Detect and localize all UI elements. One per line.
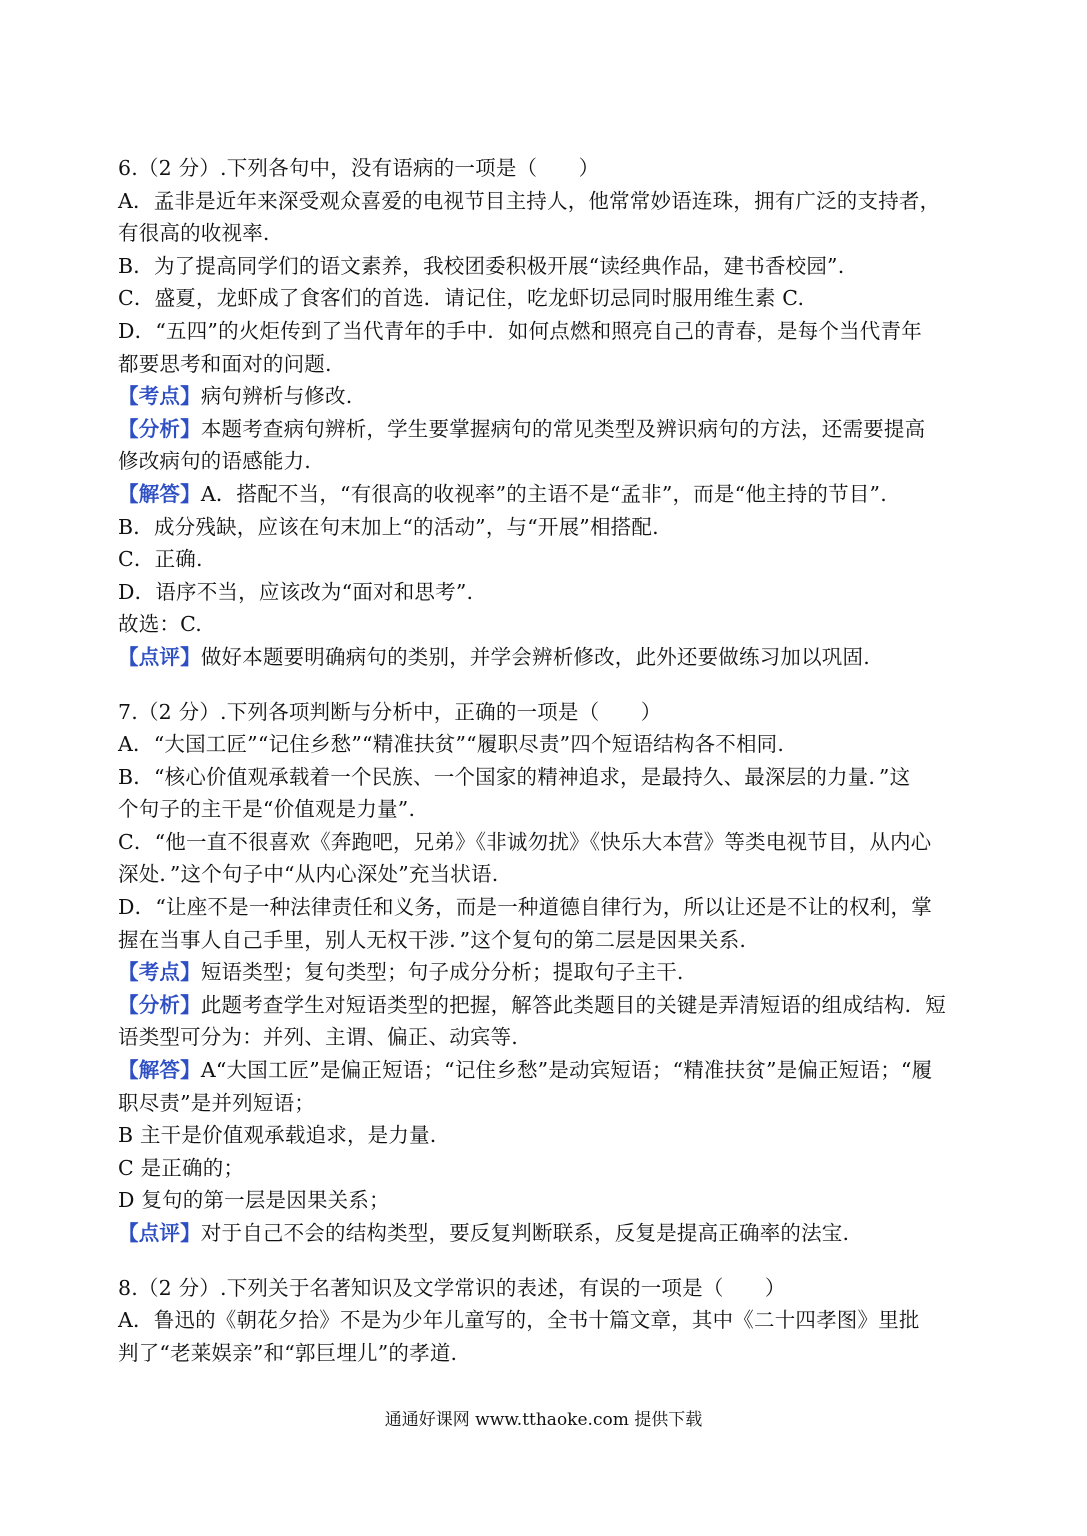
q6-option-d-line2: 都要思考和面对的问题. (118, 351, 332, 376)
q7-option-d-line2: 握在当事人自己手里，别人无权干涉．”这个复句的第二层是因果关系. (118, 927, 747, 952)
q7-kaodian-text: 短语类型；复句类型；句子成分分析；提取句子主干. (200, 960, 684, 985)
q7-fenxi-text1: 此题考查学生对短语类型的把握，解答此类题目的关键是弄清短语的组成结构．短 (200, 992, 947, 1017)
q7-dianping-text: 对于自己不会的结构类型，要反复判断联系，反复是提高正确率的法宝. (200, 1221, 850, 1245)
dianping-tag: 【点评】 (118, 1221, 201, 1245)
section-gap (118, 674, 978, 696)
q6-kaodian (118, 380, 978, 413)
q6-option-a-line1: A．孟非是近年来深受观众喜爱的电视节目主持人，他常常妙语连珠，拥有广泛的支持者， (118, 188, 941, 213)
q8-option-a-line1: A．鲁迅的《朝花夕拾》不是为少年儿童写的，全书十篇文章，其中《二十四孝图》里批 (118, 1308, 920, 1333)
q7-jieda-line3: B 主干是价值观承载追求，是力量. (118, 1123, 437, 1148)
fenxi-tag: 【分析】 (118, 416, 201, 441)
q7-jieda-line4: C 是正确的； (118, 1155, 245, 1180)
q7-kaodian (118, 956, 978, 989)
q6-jieda-text1: A．搭配不当，“有很高的收视率”的主语不是“孟非”，而是“他主持的节目”. (200, 481, 887, 506)
q7-jieda (118, 1054, 978, 1087)
q6-option-a-line2: 有很高的收视率. (118, 221, 270, 246)
jieda-tag: 【解答】 (118, 1058, 201, 1083)
q7-option-c-line1: C．“他一直不很喜欢《奔跑吧，兄弟》《非诚勿扰》《快乐大本营》等类电视节目，从内心 (118, 829, 932, 854)
q6-fenxi-text1: 本题考查病句辨析，学生要掌握病句的常见类型及辨识病句的方法，还需要提高 (200, 416, 926, 441)
q7-jieda-text1: A“大国工匠”是偏正短语；“记住乡愁”是动宾短语；“精准扶贫”是偏正短语；“履 (200, 1058, 933, 1083)
q7-option-a: A．“大国工匠”“记住乡愁”“精准扶贫”“履职尽责”四个短语结构各不相同. (118, 732, 785, 757)
q6-fenxi-line2: 修改病句的语感能力. (118, 449, 312, 474)
dianping-tag: 【点评】 (118, 644, 201, 669)
q7-fenxi (118, 989, 978, 1022)
q6-fenxi (118, 413, 978, 446)
q6-kaodian-text: 病句辨析与修改. (200, 384, 353, 409)
q8-option-a-line2: 判了“老莱娱亲”和“郭巨埋儿”的孝道. (118, 1340, 458, 1365)
kaodian-tag: 【考点】 (118, 960, 201, 985)
q6-answer: 故选：C. (118, 612, 202, 637)
q6-jieda-line3: C．正确. (118, 547, 203, 572)
kaodian-tag: 【考点】 (118, 384, 201, 409)
page-content (118, 152, 978, 1369)
q6-dianping (118, 641, 978, 674)
jieda-tag: 【解答】 (118, 481, 201, 506)
q8-stem: 8.（2 分）.下列关于名著知识及文学常识的表述，有误的一项是（ ） (118, 1275, 786, 1300)
q7-jieda-line2: 职尽责”是并列短语； (118, 1090, 315, 1115)
q6-jieda-line4: D．语序不当，应该改为“面对和思考”. (118, 579, 474, 604)
fenxi-tag: 【分析】 (118, 992, 201, 1017)
q7-jieda-line5: D 复句的第一层是因果关系； (118, 1188, 390, 1213)
q7-option-b-line2: 个句子的主干是“价值观是力量”. (118, 797, 416, 822)
q6-option-d-line1: D．“五四”的火炬传到了当代青年的手中．如何点燃和照亮自己的青春，是每个当代青年 (118, 318, 922, 343)
q6-option-c: C．盛夏，龙虾成了食客们的首选．请记住，吃龙虾切忌同时服用维生素 C. (118, 286, 805, 311)
q6-stem: 6.（2 分）.下列各句中，没有语病的一项是（ ） (118, 156, 600, 180)
q7-dianping (118, 1217, 978, 1250)
q7-option-c-line2: 深处．”这个句子中“从内心深处”充当状语. (118, 862, 499, 887)
q6-jieda-line2: B．成分残缺，应该在句末加上“的活动”，与“开展”相搭配. (118, 514, 659, 539)
q7-stem: 7.（2 分）.下列各项判断与分析中，正确的一项是（ ） (118, 699, 662, 724)
page-footer: 通通好课网 www.tthaoke.com 提供下载 (384, 1410, 703, 1430)
q6-jieda (118, 478, 978, 511)
q6-option-b: B．为了提高同学们的语文素养，我校团委积极开展“读经典作品，建书香校园”. (118, 253, 845, 278)
q7-option-b-line1: B．“核心价值观承载着一个民族、一个国家的精神追求，是最持久、最深层的力量．”这 (118, 764, 911, 789)
section-gap (118, 1250, 978, 1272)
q7-fenxi-line2: 语类型可分为：并列、主谓、偏正、动宾等. (118, 1025, 519, 1050)
q7-option-d-line1: D．“让座不是一种法律责任和义务，而是一种道德自律行为，所以让还是不让的权利，掌 (118, 895, 932, 920)
q6-dianping-text: 做好本题要明确病句的类别，并学会辨析修改，此外还要做练习加以巩固. (200, 644, 870, 669)
